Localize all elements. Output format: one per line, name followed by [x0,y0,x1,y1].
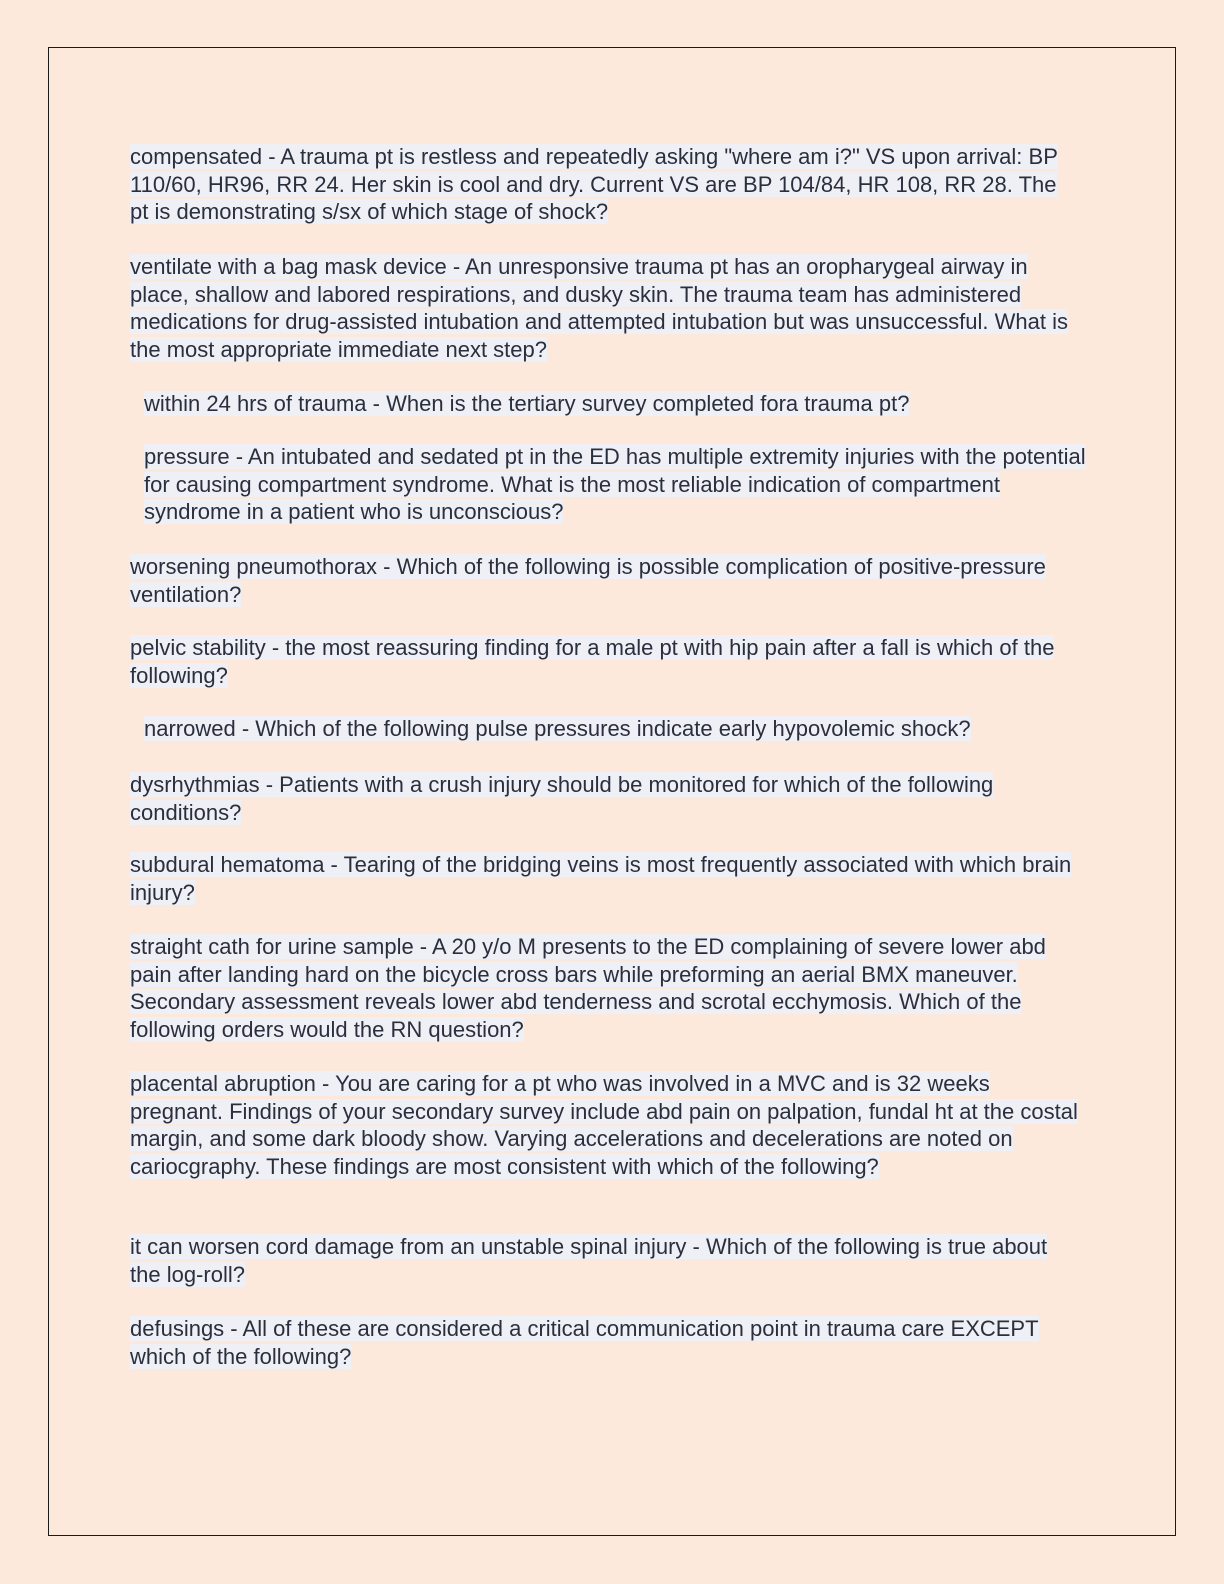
flashcard-text: pressure - An intubated and sedated pt in the ED has multiple extremity injuries with the potential for causing compartment syndrome. What is the most reliable indication of compartment syndrome in a patient who is unconscious? [144,444,1086,525]
flashcard-item [130,634,1080,689]
flashcard-text: it can worsen cord damage from an unstable spinal injury - Which of the following is true about the log-roll? [130,1234,1048,1287]
flashcard-text: subdural hematoma - Tearing of the bridging veins is most frequently associated with which brain injury? [130,852,1072,905]
flashcard-item [130,933,1080,1043]
flashcard-item [130,1315,1080,1370]
flashcard-text: narrowed - Which of the following pulse pressures indicate early hypovolemic shock? [144,716,971,741]
flashcard-text: dysrhythmias - Patients with a crush injury should be monitored for which of the following conditions? [130,772,994,825]
flashcard-text: worsening pneumothorax - Which of the following is possible complication of positive-pressure ventilation? [130,554,1046,607]
flashcard-item [130,253,1080,363]
flashcard-item [130,851,1080,906]
flashcard-text: straight cath for urine sample - A 20 y/o M presents to the ED complaining of severe lower abd pain after landing hard on the bicycle cross bars while preforming an aerial BMX maneuver. Secondary assessment reveals lower abd tenderness and scrotal ecchymosis. Which of the following orders would the RN question? [130,934,1046,1042]
flashcard-text: compensated - A trauma pt is restless and repeatedly asking "where am i?" VS upon arrival: BP 110/60, HR96, RR 24. Her skin is cool and dry. Current VS are BP 104/84, HR 108, RR 28. The pt is demonstrating s/sx of which stage of shock? [130,144,1058,225]
flashcard-text: defusings - All of these are considered a critical communication point in trauma care EXCEPT which of the following? [130,1316,1039,1369]
flashcard-item [130,771,1080,826]
flashcard-item [144,443,1094,526]
flashcard-item [130,553,1080,608]
flashcard-item [130,143,1080,226]
flashcard-text: placental abruption - You are caring for a pt who was involved in a MVC and is 32 weeks pregnant. Findings of your secondary survey include abd pain on palpation, fundal ht at the costal margin, and some dark bloody show. Varying accelerations and decelerations are noted on cariocgraphy. These findings are most consistent with which of the following? [130,1071,1078,1179]
flashcard-item [130,1233,1080,1288]
flashcard-text: ventilate with a bag mask device - An unresponsive trauma pt has an oropharygeal airway in place, shallow and labored respirations, and dusky skin. The trauma team has administered medications for drug-assisted intubation and attempted intubation but was unsuccessful. What is the most appropriate immediate next step? [130,254,1068,362]
flashcard-item [144,390,1094,418]
flashcard-text: pelvic stability - the most reassuring finding for a male pt with hip pain after a fall is which of the following? [130,635,1055,688]
flashcard-item [144,715,1094,743]
flashcard-item [130,1070,1080,1180]
flashcard-text: within 24 hrs of trauma - When is the tertiary survey completed fora trauma pt? [144,391,910,416]
